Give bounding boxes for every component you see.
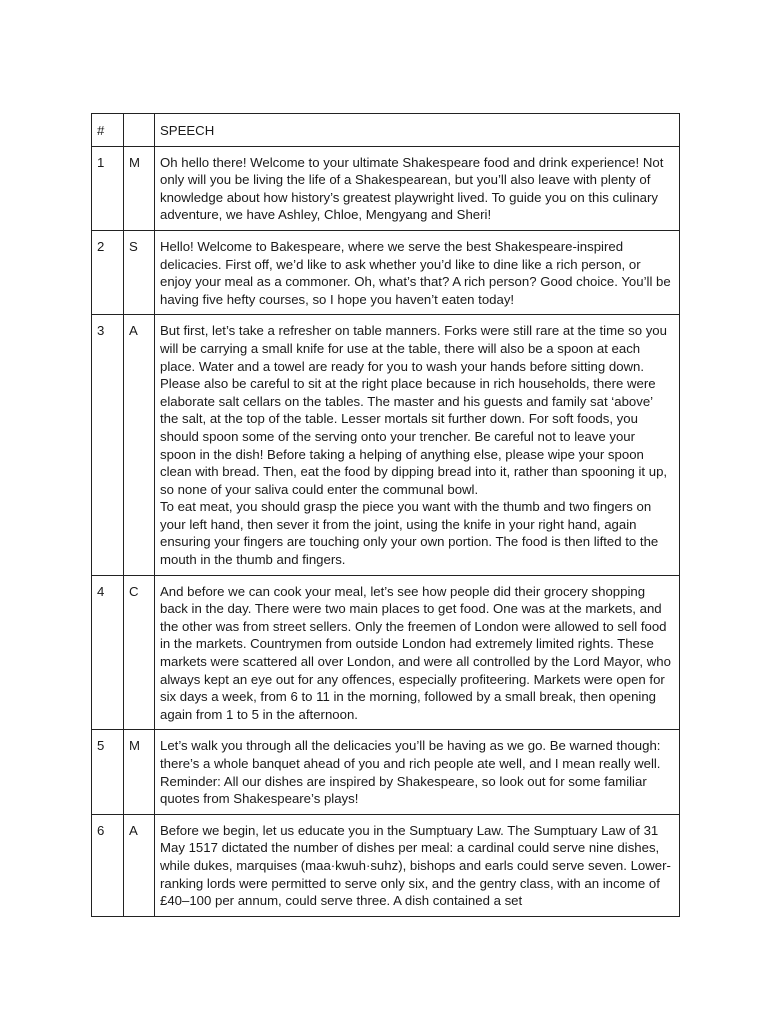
- row-speech: [155, 146, 680, 230]
- row-number: 3: [92, 315, 124, 575]
- row-speaker: C: [124, 575, 155, 730]
- table-row: [92, 814, 680, 916]
- row-speech: [155, 575, 680, 730]
- table-header-row: [92, 114, 680, 147]
- speech-paragraph: To eat meat, you should grasp the piece you want with the thumb and two fingers on your left hand, then sever it from the joint, using the knife in your right hand, again ensuring your fingers are touching only your own portion. The food is then lifted to the mouth in the thumb and fingers.: [160, 499, 659, 568]
- header-number-cell: #: [92, 114, 124, 147]
- row-speaker: S: [124, 230, 155, 314]
- speech-table: [91, 113, 680, 917]
- row-number: 6: [92, 814, 124, 916]
- table-row: [92, 146, 680, 230]
- row-number: 5: [92, 730, 124, 814]
- row-speech: [155, 230, 680, 314]
- row-number: 4: [92, 575, 124, 730]
- header-speech-cell: SPEECH: [155, 114, 680, 147]
- row-speaker: M: [124, 730, 155, 814]
- table-row: [92, 315, 680, 575]
- table-row: [92, 575, 680, 730]
- speech-paragraph: Let’s walk you through all the delicacies you’ll be having as we go. Be warned though: there’s a whole banquet ahead of you and rich people ate well, and I mean really well. Reminder: All our dishes are inspired by Shakespeare, so look out for some familiar quotes from Shakespeare’s plays!: [160, 738, 661, 807]
- row-speaker: A: [124, 814, 155, 916]
- table-row: [92, 230, 680, 314]
- row-speech: [155, 315, 680, 575]
- speech-paragraph: Hello! Welcome to Bakespeare, where we serve the best Shakespeare-inspired delicacies. First off, we’d like to ask whether you’d like to dine like a rich person, or enjoy your meal as a commoner. Oh, what’s that? A rich person? Good choice. You’ll be having five hefty courses, so I hope you haven’t eaten today!: [160, 238, 671, 307]
- speech-paragraph: Before we begin, let us educate you in the Sumptuary Law. The Sumptuary Law of 31 May 1517 dictated the number of dishes per meal: a cardinal could serve nine dishes, while dukes, marquises (maa·kwuh·suhz), bishops and earls could serve seven. Lower-ranking lords were permitted to serve only six, and the gentry class, with an income of £40–100 per annum, could serve three. A dish contained a set: [160, 822, 671, 909]
- speech-paragraph: Oh hello there! Welcome to your ultimate Shakespeare food and drink experience! Not only will you be living the life of a Shakespearean, but you’ll also leave with plenty of knowledge about how history’s greatest playwright lived. To guide you on this culinary adventure, we have Ashley, Chloe, Mengyang and Sheri!: [160, 154, 664, 223]
- speech-paragraph: But first, let’s take a refresher on table manners. Forks were still rare at the time so you will be carrying a small knife for use at the table, there will also be a spoon at each place. Water and a towel are ready for you to wash your hands before sitting down. Please also be careful to sit at the right place because in rich households, there were elaborate salt cellars on the tables. The master and his guests and family sat ‘above’ the salt, at the top of the table. Lesser mortals sit further down. For soft foods, you should spoon some of the serving onto your trencher. Be careful not to leave your spoon in the dish! Before taking a helping of anything else, please wipe your spoon clean with bread. Then, eat the food by dipping bread into it, rather than spooning it up, so none of your saliva could enter the communal bowl.: [160, 323, 668, 497]
- table-row: [92, 730, 680, 814]
- row-speaker: M: [124, 146, 155, 230]
- speech-paragraph: And before we can cook your meal, let’s see how people did their grocery shopping back in the day. There were two main places to get food. One was at the markets, and the other was from street sellers. Only the freemen of London were allowed to sell food in the markets. Countrymen from outside London had extremely limited rights. These markets were scattered all over London, and were all controlled by the Lord Mayor, who always kept an eye out for any offences, especially profiteering. Markets were open for six days a week, from 6 to 11 in the morning, followed by a small break, then opening again from 1 to 5 in the afternoon.: [160, 583, 671, 722]
- header-speaker-cell: [124, 114, 155, 147]
- row-speech: [155, 814, 680, 916]
- row-speaker: A: [124, 315, 155, 575]
- row-speech: [155, 730, 680, 814]
- row-number: 2: [92, 230, 124, 314]
- row-number: 1: [92, 146, 124, 230]
